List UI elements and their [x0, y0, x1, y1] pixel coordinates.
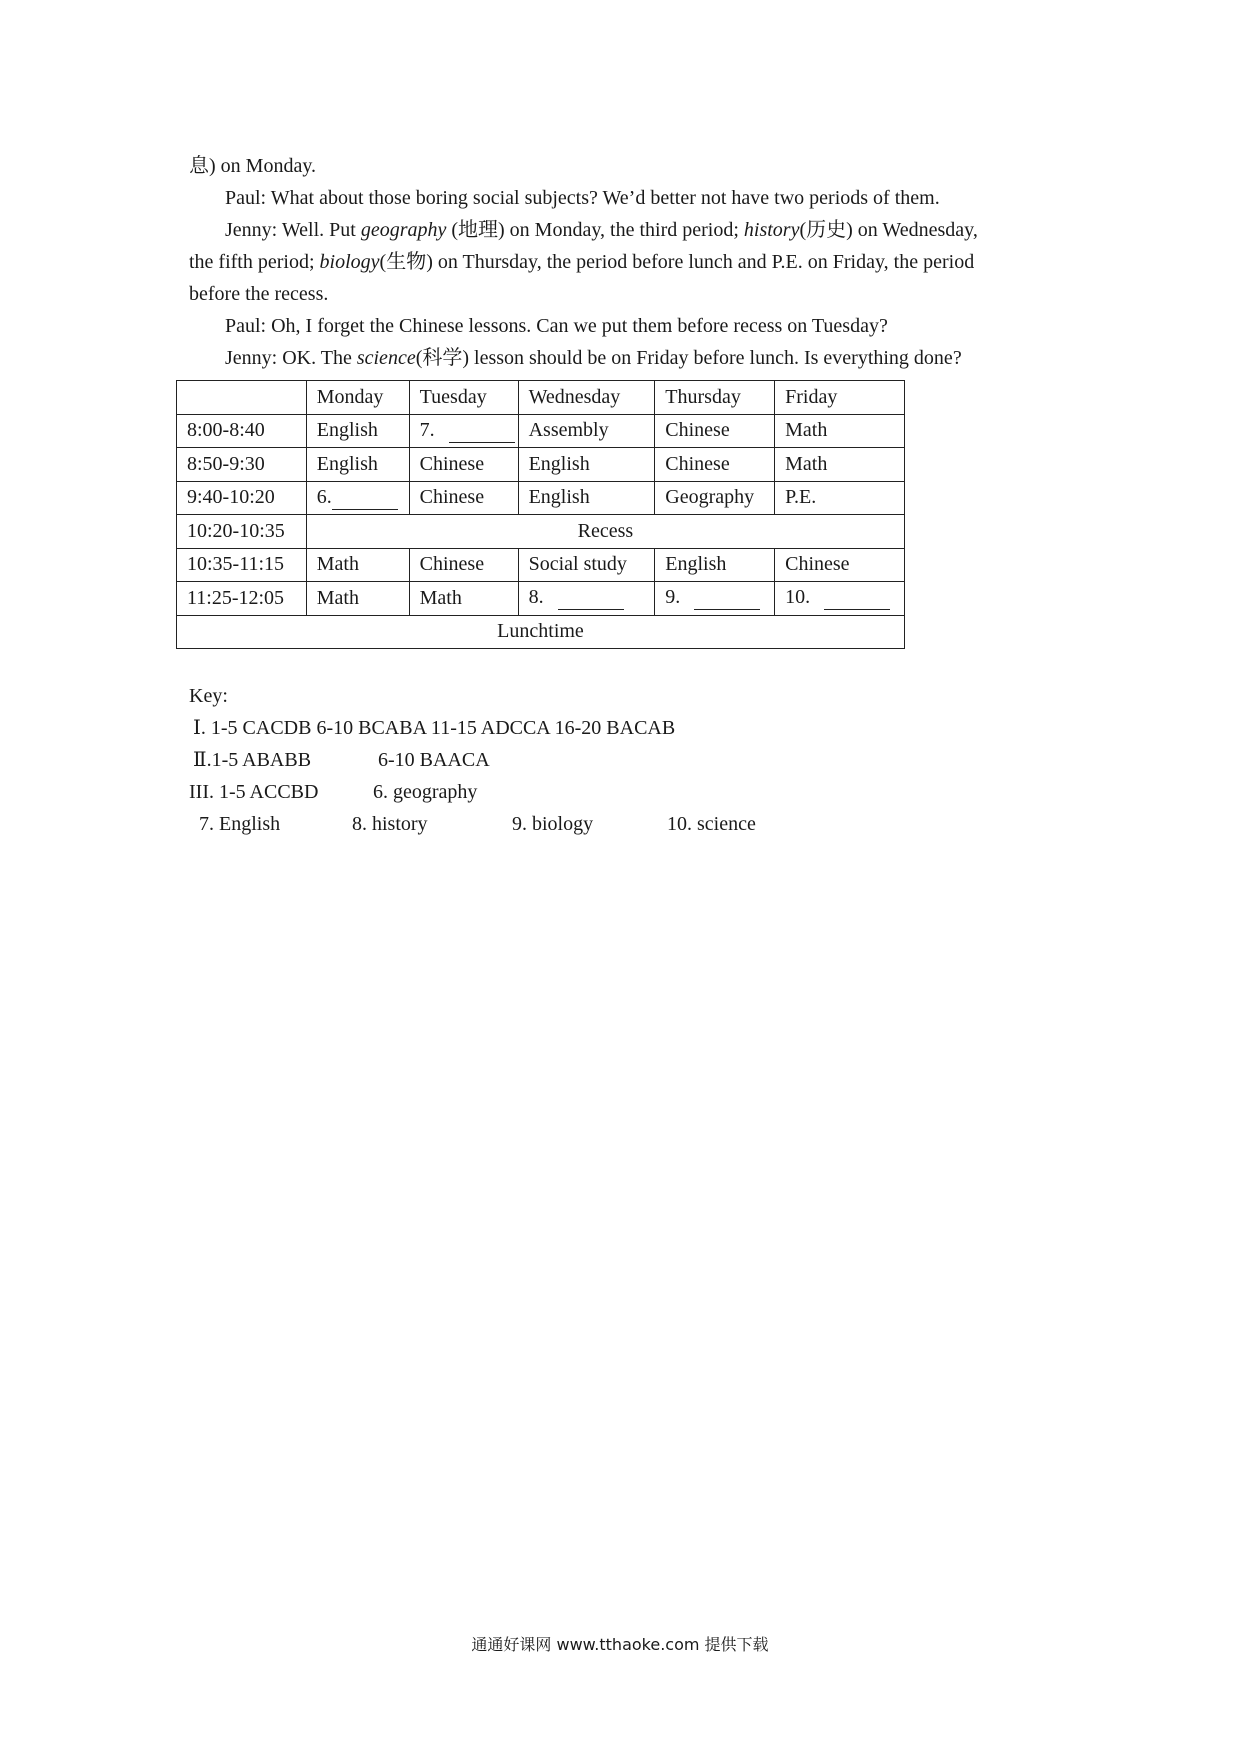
- answer-blank[interactable]: [332, 486, 398, 510]
- line-7-text: Jenny: OK. The science(科学) lesson should be on Friday before lunch. Is everything done?: [225, 347, 962, 369]
- cell-text: Thursday: [665, 385, 741, 408]
- cell-text: English: [528, 486, 590, 509]
- footer-source: 通通好课网 www.tthaoke.com 提供下载: [471, 1635, 769, 1654]
- line-3-text: Jenny: Well. Put geography (地理) on Monday, the third period; history(历史) on Wednesday,: [225, 219, 978, 241]
- cell-text: Chinese: [665, 452, 730, 475]
- table-cell: [655, 448, 775, 482]
- header-cell: [518, 381, 655, 415]
- cell-text: 11:25-12:05: [187, 586, 285, 609]
- cell-text: 8:00-8:40: [187, 419, 265, 442]
- table-cell: [775, 582, 905, 616]
- key-line-3b: 6. geography: [373, 781, 478, 803]
- paragraph-line-7: [225, 342, 1105, 374]
- table-row: [177, 414, 905, 448]
- timetable-body: [177, 381, 905, 649]
- table-cell: [655, 548, 775, 582]
- paragraph-line-3: [225, 214, 1105, 246]
- table-cell: [409, 582, 518, 616]
- cell-text: 7.: [419, 418, 435, 441]
- cell-text: Chinese: [785, 553, 850, 576]
- line-4-text: the fifth period; biology(生物) on Thursday, the period before lunch and P.E. on Friday, the period: [189, 251, 975, 273]
- key-answer-7: 7. English: [199, 813, 281, 835]
- table-cell: [409, 448, 518, 482]
- table-cell: [655, 582, 775, 616]
- cell-text: Lunchtime: [497, 620, 584, 643]
- table-cell: [518, 582, 655, 616]
- italic-term: history: [743, 219, 800, 241]
- paragraph-line-2: Paul: What about those boring social subjects? We’d better not have two periods of them.: [225, 187, 940, 209]
- cell-text: Chinese: [665, 419, 730, 442]
- cell-text: P.E.: [785, 486, 817, 509]
- cell-text: 10:35-11:15: [187, 553, 285, 576]
- cell-text: 9.: [665, 586, 681, 609]
- cell-text: 10:20-10:35: [187, 519, 285, 542]
- cell-text: Math: [316, 553, 359, 576]
- table-cell: [409, 481, 518, 515]
- table-cell: [306, 414, 409, 448]
- cell-text: Chinese: [419, 553, 485, 576]
- table-cell: [775, 448, 905, 482]
- key-answer-8: 8. history: [352, 813, 428, 835]
- cell-text: Math: [316, 586, 359, 609]
- key-answer-9: 9. biology: [512, 813, 594, 835]
- lunch-row: [177, 615, 905, 649]
- recess-cell: [306, 515, 904, 549]
- table-cell: [177, 414, 307, 448]
- cell-text: English: [316, 452, 378, 475]
- cell-text: Wednesday: [528, 385, 621, 408]
- header-cell: [409, 381, 518, 415]
- table-cell: [306, 582, 409, 616]
- cell-text: Chinese: [419, 486, 485, 509]
- key-line-3a: III. 1-5 ACCBD: [189, 781, 319, 803]
- table-cell: [518, 481, 655, 515]
- cell-text: Social study: [528, 553, 627, 576]
- paragraph-line-4: [189, 246, 1069, 278]
- table-cell: [518, 448, 655, 482]
- recess-row: [177, 515, 905, 549]
- cell-text: Geography: [665, 486, 755, 509]
- answer-blank[interactable]: [824, 586, 890, 610]
- cell-text: Assembly: [528, 419, 609, 442]
- table-cell: [306, 548, 409, 582]
- cell-text: English: [665, 553, 727, 576]
- table-cell: [775, 548, 905, 582]
- cell-text: 8.: [528, 586, 544, 609]
- table-cell: [177, 515, 307, 549]
- cell-text: Tuesday: [419, 385, 487, 408]
- key-line-2a: Ⅱ.1-5 ABABB: [193, 749, 312, 771]
- cell-text: Math: [785, 419, 828, 442]
- table-cell: [306, 448, 409, 482]
- cell-text: 9:40-10:20: [187, 486, 275, 509]
- table-cell: [518, 548, 655, 582]
- key-line-1: Ⅰ. 1-5 CACDB 6-10 BCABA 11-15 ADCCA 16-20 BACAB: [193, 717, 676, 739]
- cell-text: 10.: [785, 586, 811, 609]
- table-cell: [409, 414, 518, 448]
- table-cell: [655, 481, 775, 515]
- cell-text: Chinese: [419, 452, 485, 475]
- header-cell: [655, 381, 775, 415]
- table-cell: [518, 414, 655, 448]
- table-cell: [177, 582, 307, 616]
- italic-term: geography: [360, 219, 447, 241]
- lunch-cell: [177, 615, 905, 649]
- italic-term: science: [356, 347, 416, 369]
- paragraph-line-5: before the recess.: [189, 283, 329, 305]
- answer-blank[interactable]: [558, 586, 624, 610]
- cell-text: English: [316, 419, 378, 442]
- table-cell: [177, 481, 307, 515]
- table-row: [177, 582, 905, 616]
- key-answer-10: 10. science: [667, 813, 756, 835]
- table-cell: [409, 548, 518, 582]
- table-cell: [655, 414, 775, 448]
- cell-text: English: [528, 452, 590, 475]
- table-cell: [177, 548, 307, 582]
- answer-blank[interactable]: [694, 586, 760, 610]
- cell-text: Friday: [785, 385, 838, 408]
- table-cell: [775, 481, 905, 515]
- italic-term: biology: [319, 251, 380, 273]
- timetable: [176, 380, 905, 649]
- answer-blank[interactable]: [449, 419, 515, 443]
- cell-text: Math: [785, 452, 828, 475]
- header-cell: [775, 381, 905, 415]
- table-cell: [306, 481, 409, 515]
- header-row: [177, 381, 905, 415]
- cell-text: Monday: [316, 385, 384, 408]
- table-cell: [177, 448, 307, 482]
- table-row: [177, 448, 905, 482]
- cell-text: Recess: [577, 519, 634, 542]
- cell-text: 6.: [316, 485, 332, 508]
- paragraph-line-6: Paul: Oh, I forget the Chinese lessons. Can we put them before recess on Tuesday?: [225, 315, 888, 337]
- key-line-2b: 6-10 BAACA: [378, 749, 490, 771]
- paragraph-line-1: 息) on Monday.: [189, 155, 317, 177]
- key-title: Key:: [189, 685, 228, 707]
- table-cell: [775, 414, 905, 448]
- cell-text: Math: [419, 586, 462, 609]
- table-row: [177, 481, 905, 515]
- cell-text: 8:50-9:30: [187, 452, 265, 475]
- table-row: [177, 548, 905, 582]
- header-cell: [306, 381, 409, 415]
- header-cell: [177, 381, 307, 415]
